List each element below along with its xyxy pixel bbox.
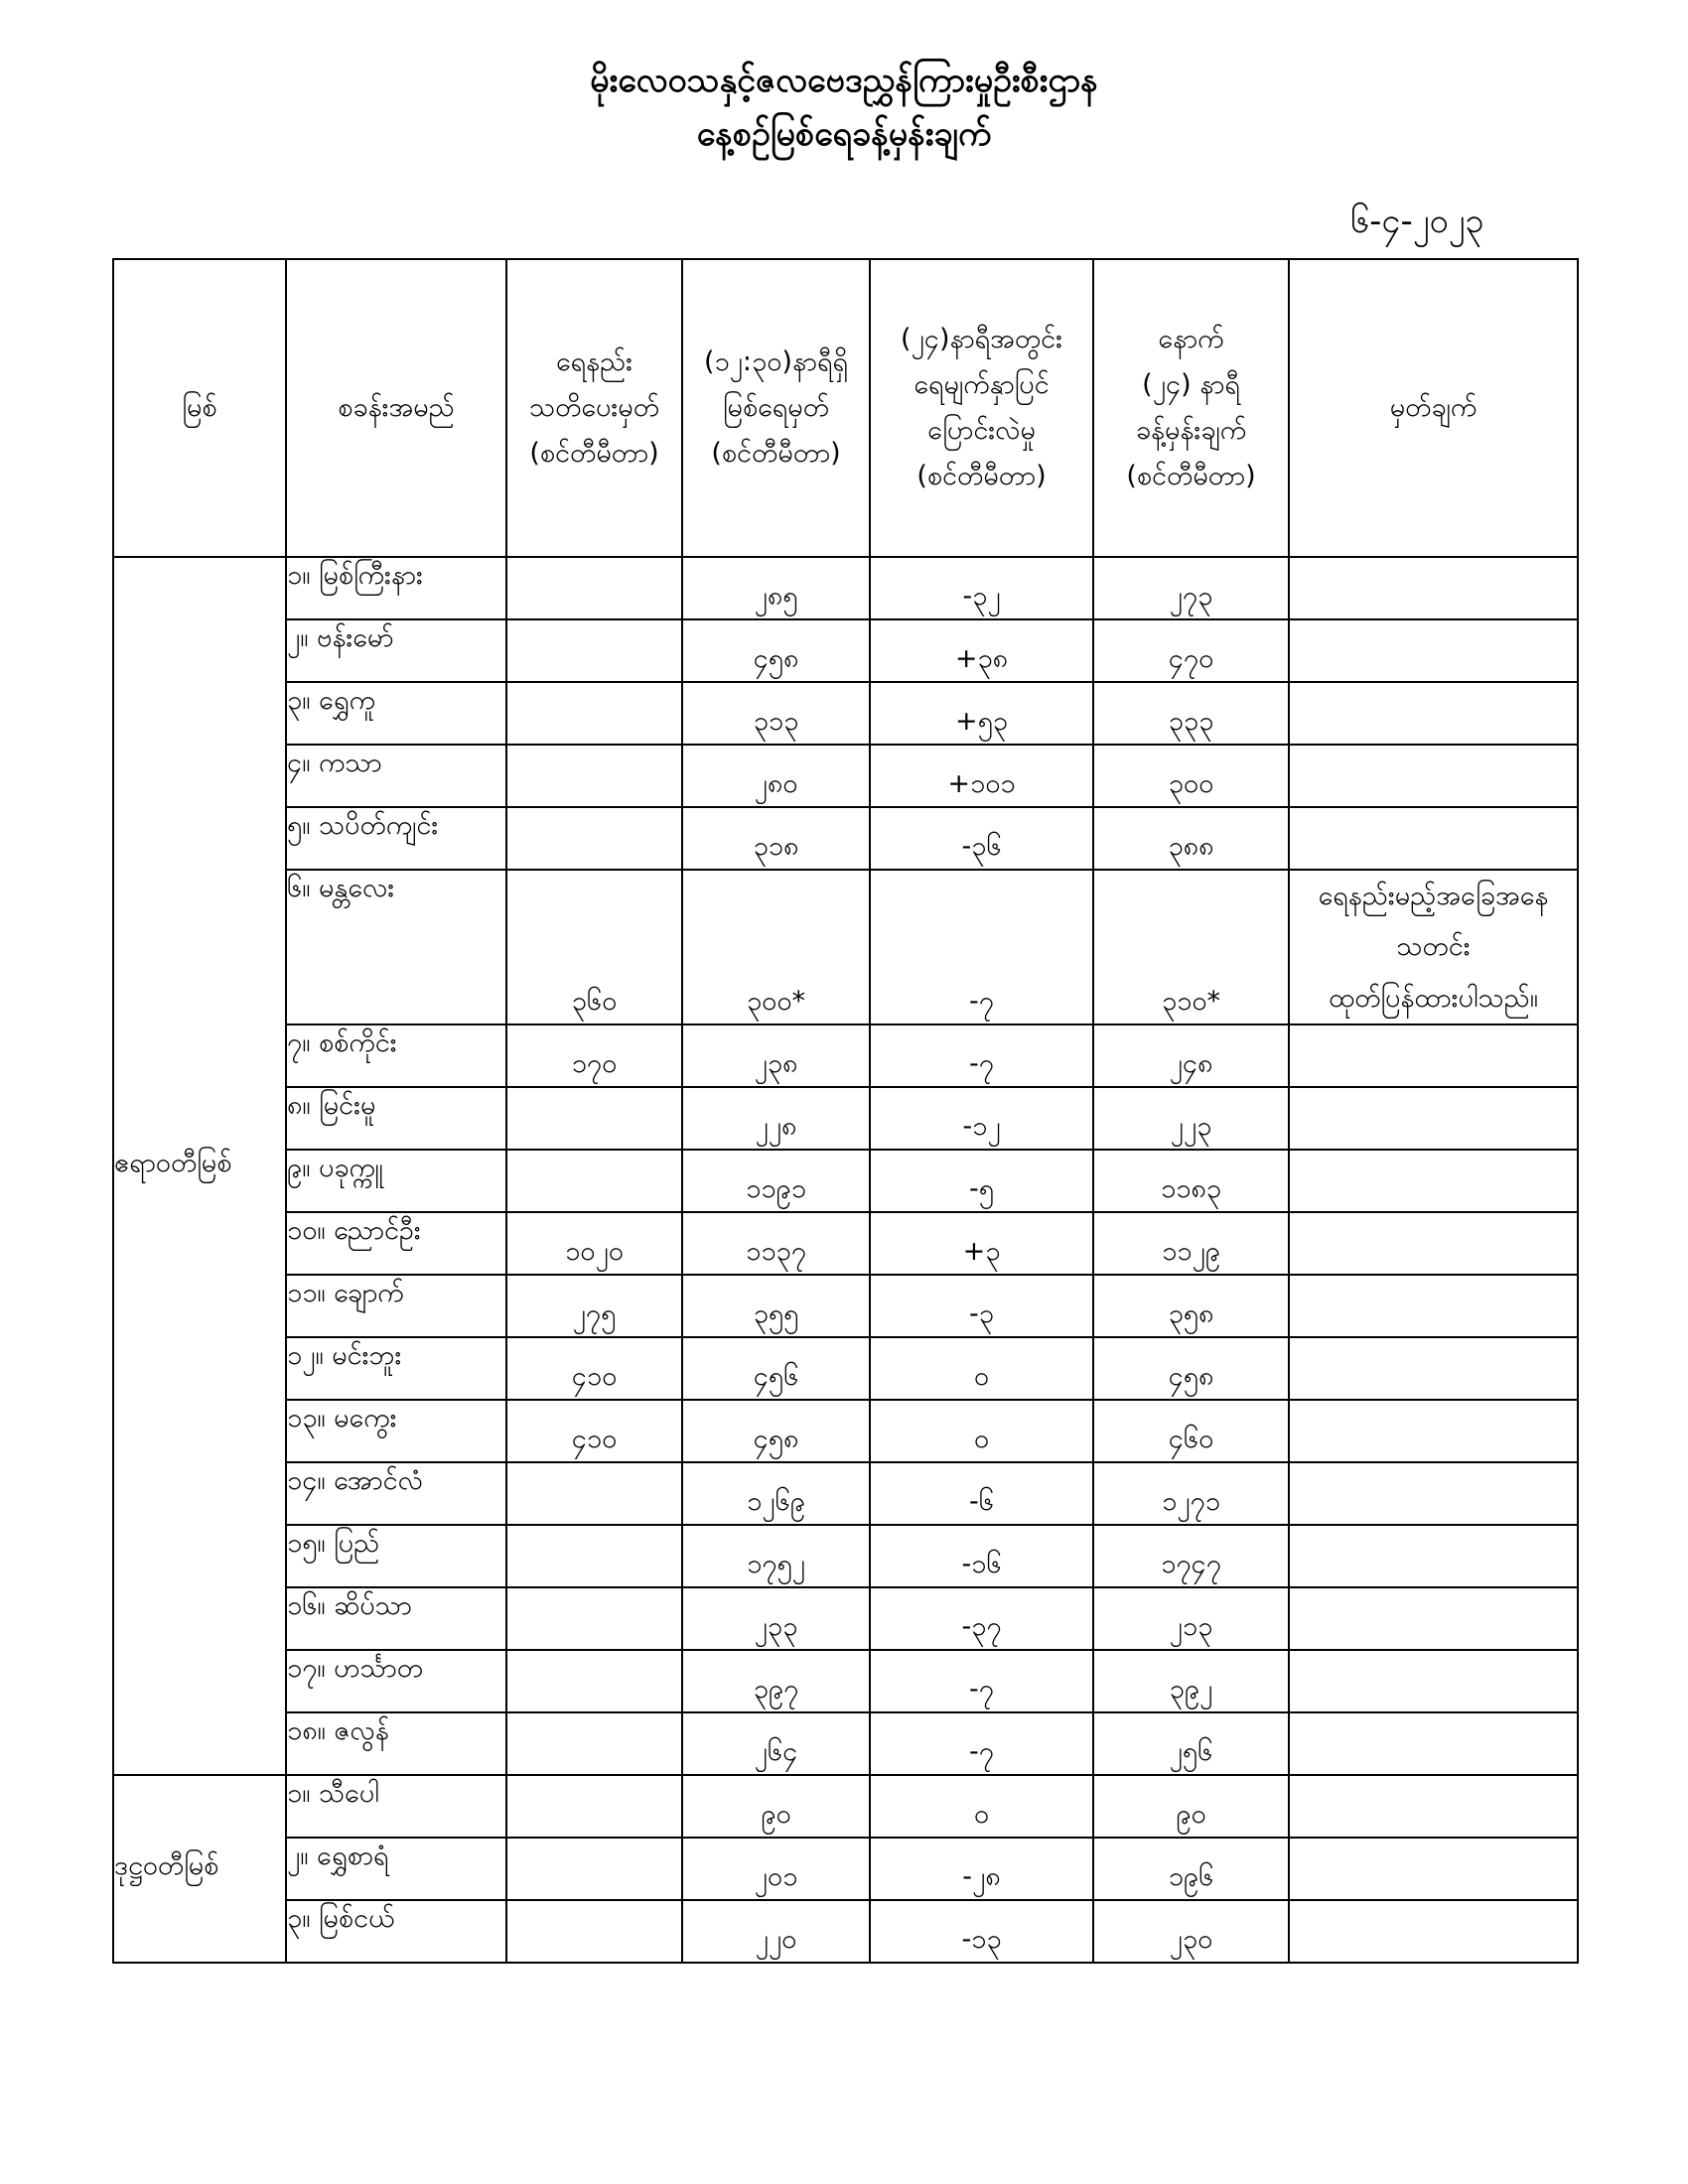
forecast-cell: ၄၇၀ bbox=[1093, 619, 1289, 682]
table-row bbox=[113, 1150, 1578, 1212]
table-row bbox=[113, 619, 1578, 682]
change-cell: +၃၈ bbox=[870, 619, 1093, 682]
change-cell: -၇ bbox=[870, 1712, 1093, 1775]
station-name: ၇။ စစ်ကိုင်း bbox=[286, 1024, 506, 1087]
table-row bbox=[113, 1525, 1578, 1587]
station-name: ၁၁။ ချောက် bbox=[286, 1275, 506, 1337]
header-line: စခန်းအမည် bbox=[338, 392, 455, 424]
forecast-cell: ၁၉၆ bbox=[1093, 1838, 1289, 1900]
danger-level-cell bbox=[506, 1587, 682, 1650]
forecast-cell: ၉၀ bbox=[1093, 1775, 1289, 1838]
header-line: (စင်တီမီတာ) bbox=[916, 460, 1047, 491]
header-line: ရေမျက်နှာပြင် bbox=[914, 369, 1050, 401]
table-row bbox=[113, 557, 1578, 619]
water-level-cell: ၄၅၆ bbox=[682, 1337, 870, 1400]
change-cell: ၀ bbox=[870, 1400, 1093, 1462]
change-cell: -၁၃ bbox=[870, 1900, 1093, 1963]
water-level-cell: ၄၅၈ bbox=[682, 1400, 870, 1462]
station-name: ၁၃။ မကွေး bbox=[286, 1400, 506, 1462]
header-line: မှတ်ချက် bbox=[1389, 392, 1477, 424]
change-cell: -၇ bbox=[870, 1650, 1093, 1712]
station-name: ၂။ ဗန်းမော် bbox=[286, 619, 506, 682]
danger-level-cell: ၄၁၀ bbox=[506, 1400, 682, 1462]
table-row bbox=[113, 1838, 1578, 1900]
change-cell: -၃၆ bbox=[870, 807, 1093, 870]
remark-cell bbox=[1289, 557, 1578, 619]
header-line: ပြောင်းလဲမှု bbox=[927, 415, 1036, 446]
water-level-cell: ၂၀၁ bbox=[682, 1838, 870, 1900]
change-cell: +၁၀၁ bbox=[870, 745, 1093, 807]
forecast-cell: ၂၃၀ bbox=[1093, 1900, 1289, 1963]
remark-cell bbox=[1289, 1150, 1578, 1212]
header-line: မြစ်ရေမှတ် bbox=[722, 392, 830, 424]
river-forecast-table bbox=[112, 258, 1579, 1964]
header-line: နောက် bbox=[1158, 324, 1224, 355]
forecast-cell: ၂၂၃ bbox=[1093, 1087, 1289, 1150]
water-level-cell: ၂၈၅ bbox=[682, 557, 870, 619]
danger-level-cell bbox=[506, 1650, 682, 1712]
station-name: ၃။ ရွှေကူ bbox=[286, 682, 506, 745]
water-level-cell: ၁၁၉၁ bbox=[682, 1150, 870, 1212]
header-line: (စင်တီမီတာ) bbox=[1126, 460, 1256, 491]
river-name: ဒုဋ္ဌဝတီမြစ် bbox=[113, 1775, 286, 1963]
station-name: ၁၂။ မင်းဘူး bbox=[286, 1337, 506, 1400]
header-line: (၁၂:၃၀)နာရီရှိ bbox=[703, 346, 849, 378]
header-line: ရေနည်း bbox=[555, 346, 633, 378]
danger-level-cell bbox=[506, 557, 682, 619]
remark-cell bbox=[1289, 1650, 1578, 1712]
table-row bbox=[113, 807, 1578, 870]
header-line: (စင်တီမီတာ) bbox=[529, 437, 659, 469]
forecast-cell: ၂၁၃ bbox=[1093, 1587, 1289, 1650]
river-name: ဧရာဝတီမြစ် bbox=[113, 557, 286, 1775]
remark-cell bbox=[1289, 1087, 1578, 1150]
water-level-cell: ၃၁၈ bbox=[682, 807, 870, 870]
danger-level-cell bbox=[506, 619, 682, 682]
forecast-cell: ၂၅၆ bbox=[1093, 1712, 1289, 1775]
water-level-cell: ၄၅၈ bbox=[682, 619, 870, 682]
station-name: ၁၅။ ပြည် bbox=[286, 1525, 506, 1587]
table-row bbox=[113, 682, 1578, 745]
change-cell: -၆ bbox=[870, 1462, 1093, 1525]
danger-level-cell bbox=[506, 745, 682, 807]
forecast-cell: ၃၅၈ bbox=[1093, 1275, 1289, 1337]
water-level-cell: ၂၈၀ bbox=[682, 745, 870, 807]
forecast-cell: ၄၅၈ bbox=[1093, 1337, 1289, 1400]
station-name: ၁။ မြစ်ကြီးနား bbox=[286, 557, 506, 619]
station-name: ၈။ မြင်းမူ bbox=[286, 1087, 506, 1150]
station-name: ၁၆။ ဆိပ်သာ bbox=[286, 1587, 506, 1650]
table-row bbox=[113, 1212, 1578, 1275]
change-cell: -၂၈ bbox=[870, 1838, 1093, 1900]
col-header-change bbox=[870, 259, 1093, 557]
table-row bbox=[113, 1400, 1578, 1462]
forecast-cell: ၃၁၀* bbox=[1093, 870, 1289, 1024]
remark-cell bbox=[1289, 1212, 1578, 1275]
header-line: (၂၄)နာရီအတွင်း bbox=[900, 324, 1062, 355]
forecast-cell: ၁၁၂၉ bbox=[1093, 1212, 1289, 1275]
table-row bbox=[113, 1337, 1578, 1400]
station-name: ၃။ မြစ်ငယ် bbox=[286, 1900, 506, 1963]
remark-cell bbox=[1289, 745, 1578, 807]
station-name: ၂။ ရွှေစာရံ bbox=[286, 1838, 506, 1900]
table-row bbox=[113, 1775, 1578, 1838]
remark-cell bbox=[1289, 870, 1578, 1024]
forecast-cell: ၂၇၃ bbox=[1093, 557, 1289, 619]
water-level-cell: ၂၆၄ bbox=[682, 1712, 870, 1775]
change-cell: -၇ bbox=[870, 870, 1093, 1024]
report-date: ၆-၄-၂၀၂၃ bbox=[1350, 202, 1484, 241]
danger-level-cell bbox=[506, 1462, 682, 1525]
header-line: (၂၄) နာရီ bbox=[1142, 369, 1240, 401]
forecast-cell: ၃၃၃ bbox=[1093, 682, 1289, 745]
danger-level-cell bbox=[506, 1525, 682, 1587]
water-level-cell: ၂၃၃ bbox=[682, 1587, 870, 1650]
report-title: နေ့စဉ်မြစ်ရေခန့်မှန်းချက် bbox=[696, 114, 992, 154]
col-header-remarks bbox=[1289, 259, 1578, 557]
station-name: ၁။ သီပေါ bbox=[286, 1775, 506, 1838]
water-level-cell: ၂၂၈ bbox=[682, 1087, 870, 1150]
change-cell: ၀ bbox=[870, 1337, 1093, 1400]
col-header-danger-level bbox=[506, 259, 682, 557]
header-line: (စင်တီမီတာ) bbox=[711, 437, 841, 469]
remark-line: ထုတ်ပြန်ထားပါသည်။ bbox=[1329, 982, 1538, 1014]
remark-cell bbox=[1289, 1275, 1578, 1337]
water-level-cell: ၃၉၇ bbox=[682, 1650, 870, 1712]
station-name: ၉။ ပခုက္ကူ bbox=[286, 1150, 506, 1212]
danger-level-cell bbox=[506, 807, 682, 870]
water-level-cell: ၂၃၈ bbox=[682, 1024, 870, 1087]
header-line: သတိပေးမှတ် bbox=[528, 392, 660, 424]
header-line: ခန့်မှန်းချက် bbox=[1135, 415, 1247, 446]
forecast-cell: ၃၉၂ bbox=[1093, 1650, 1289, 1712]
remark-cell bbox=[1289, 1525, 1578, 1587]
change-cell: +၃ bbox=[870, 1212, 1093, 1275]
water-level-cell: ၃၅၅ bbox=[682, 1275, 870, 1337]
remark-cell bbox=[1289, 619, 1578, 682]
table-row bbox=[113, 1087, 1578, 1150]
danger-level-cell bbox=[506, 1087, 682, 1150]
water-level-cell: ၁၁၃၇ bbox=[682, 1212, 870, 1275]
danger-level-cell bbox=[506, 1900, 682, 1963]
station-name: ၅။ သပိတ်ကျင်း bbox=[286, 807, 506, 870]
remark-cell bbox=[1289, 1900, 1578, 1963]
remark-cell bbox=[1289, 1587, 1578, 1650]
change-cell: -၅ bbox=[870, 1150, 1093, 1212]
danger-level-cell: ၂၇၅ bbox=[506, 1275, 682, 1337]
danger-level-cell: ၁၇၀ bbox=[506, 1024, 682, 1087]
change-cell: -၇ bbox=[870, 1024, 1093, 1087]
station-name: ၁၇။ ဟင်္သာတ bbox=[286, 1650, 506, 1712]
col-header-station bbox=[286, 259, 506, 557]
table-body bbox=[113, 557, 1578, 1963]
station-name: ၁၈။ ဇလွန် bbox=[286, 1712, 506, 1775]
remark-cell bbox=[1289, 1712, 1578, 1775]
remark-cell bbox=[1289, 1337, 1578, 1400]
table-row bbox=[113, 1712, 1578, 1775]
table-row bbox=[113, 1462, 1578, 1525]
water-level-cell: ၁၂၆၉ bbox=[682, 1462, 870, 1525]
station-name: ၁၄။ အောင်လံ bbox=[286, 1462, 506, 1525]
remark-cell bbox=[1289, 682, 1578, 745]
table-row bbox=[113, 1650, 1578, 1712]
forecast-cell: ၁၂၇၁ bbox=[1093, 1462, 1289, 1525]
forecast-cell: ၃၈၈ bbox=[1093, 807, 1289, 870]
header-line: မြစ် bbox=[182, 392, 217, 424]
change-cell: ၀ bbox=[870, 1775, 1093, 1838]
remark-line: ရေနည်းမည့်အခြေအနေသတင်း bbox=[1318, 881, 1549, 963]
water-level-cell: ၉၀ bbox=[682, 1775, 870, 1838]
col-header-forecast bbox=[1093, 259, 1289, 557]
danger-level-cell bbox=[506, 682, 682, 745]
station-name: ၁၀။ ညောင်ဦး bbox=[286, 1212, 506, 1275]
table-row bbox=[113, 745, 1578, 807]
remark-cell bbox=[1289, 1024, 1578, 1087]
danger-level-cell bbox=[506, 1775, 682, 1838]
change-cell: -၁၆ bbox=[870, 1525, 1093, 1587]
forecast-cell: ၃၀၀ bbox=[1093, 745, 1289, 807]
table-row bbox=[113, 870, 1578, 1024]
remark-cell bbox=[1289, 1462, 1578, 1525]
table-row bbox=[113, 1275, 1578, 1337]
danger-level-cell: ၄၁၀ bbox=[506, 1337, 682, 1400]
water-level-cell: ၁၇၅၂ bbox=[682, 1525, 870, 1587]
change-cell: -၃၇ bbox=[870, 1587, 1093, 1650]
change-cell: -၃၂ bbox=[870, 557, 1093, 619]
forecast-cell: ၁၇၄၇ bbox=[1093, 1525, 1289, 1587]
forecast-cell: ၄၆၀ bbox=[1093, 1400, 1289, 1462]
table-row bbox=[113, 1024, 1578, 1087]
remark-cell bbox=[1289, 1400, 1578, 1462]
station-name: ၆။ မန္တလေး bbox=[286, 870, 506, 1024]
change-cell: -၁၂ bbox=[870, 1087, 1093, 1150]
forecast-cell: ၂၄၈ bbox=[1093, 1024, 1289, 1087]
col-header-water-level bbox=[682, 259, 870, 557]
station-name: ၄။ ကသာ bbox=[286, 745, 506, 807]
remark-cell bbox=[1289, 807, 1578, 870]
department-title: မိုးလေဝသနှင့်ဇလဗေဒညွှန်ကြားမှုဦးစီးဌာန bbox=[590, 61, 1098, 100]
change-cell: +၅၃ bbox=[870, 682, 1093, 745]
col-header-river bbox=[113, 259, 286, 557]
remark-cell bbox=[1289, 1775, 1578, 1838]
danger-level-cell bbox=[506, 1838, 682, 1900]
table-header-row bbox=[113, 259, 1578, 557]
danger-level-cell: ၃၆၀ bbox=[506, 870, 682, 1024]
water-level-cell: ၂၂၀ bbox=[682, 1900, 870, 1963]
water-level-cell: ၃၀၀* bbox=[682, 870, 870, 1024]
water-level-cell: ၃၁၃ bbox=[682, 682, 870, 745]
remark-cell bbox=[1289, 1838, 1578, 1900]
table-row bbox=[113, 1587, 1578, 1650]
change-cell: -၃ bbox=[870, 1275, 1093, 1337]
danger-level-cell: ၁၀၂၀ bbox=[506, 1212, 682, 1275]
table-row bbox=[113, 1900, 1578, 1963]
forecast-cell: ၁၁၈၃ bbox=[1093, 1150, 1289, 1212]
danger-level-cell bbox=[506, 1150, 682, 1212]
danger-level-cell bbox=[506, 1712, 682, 1775]
